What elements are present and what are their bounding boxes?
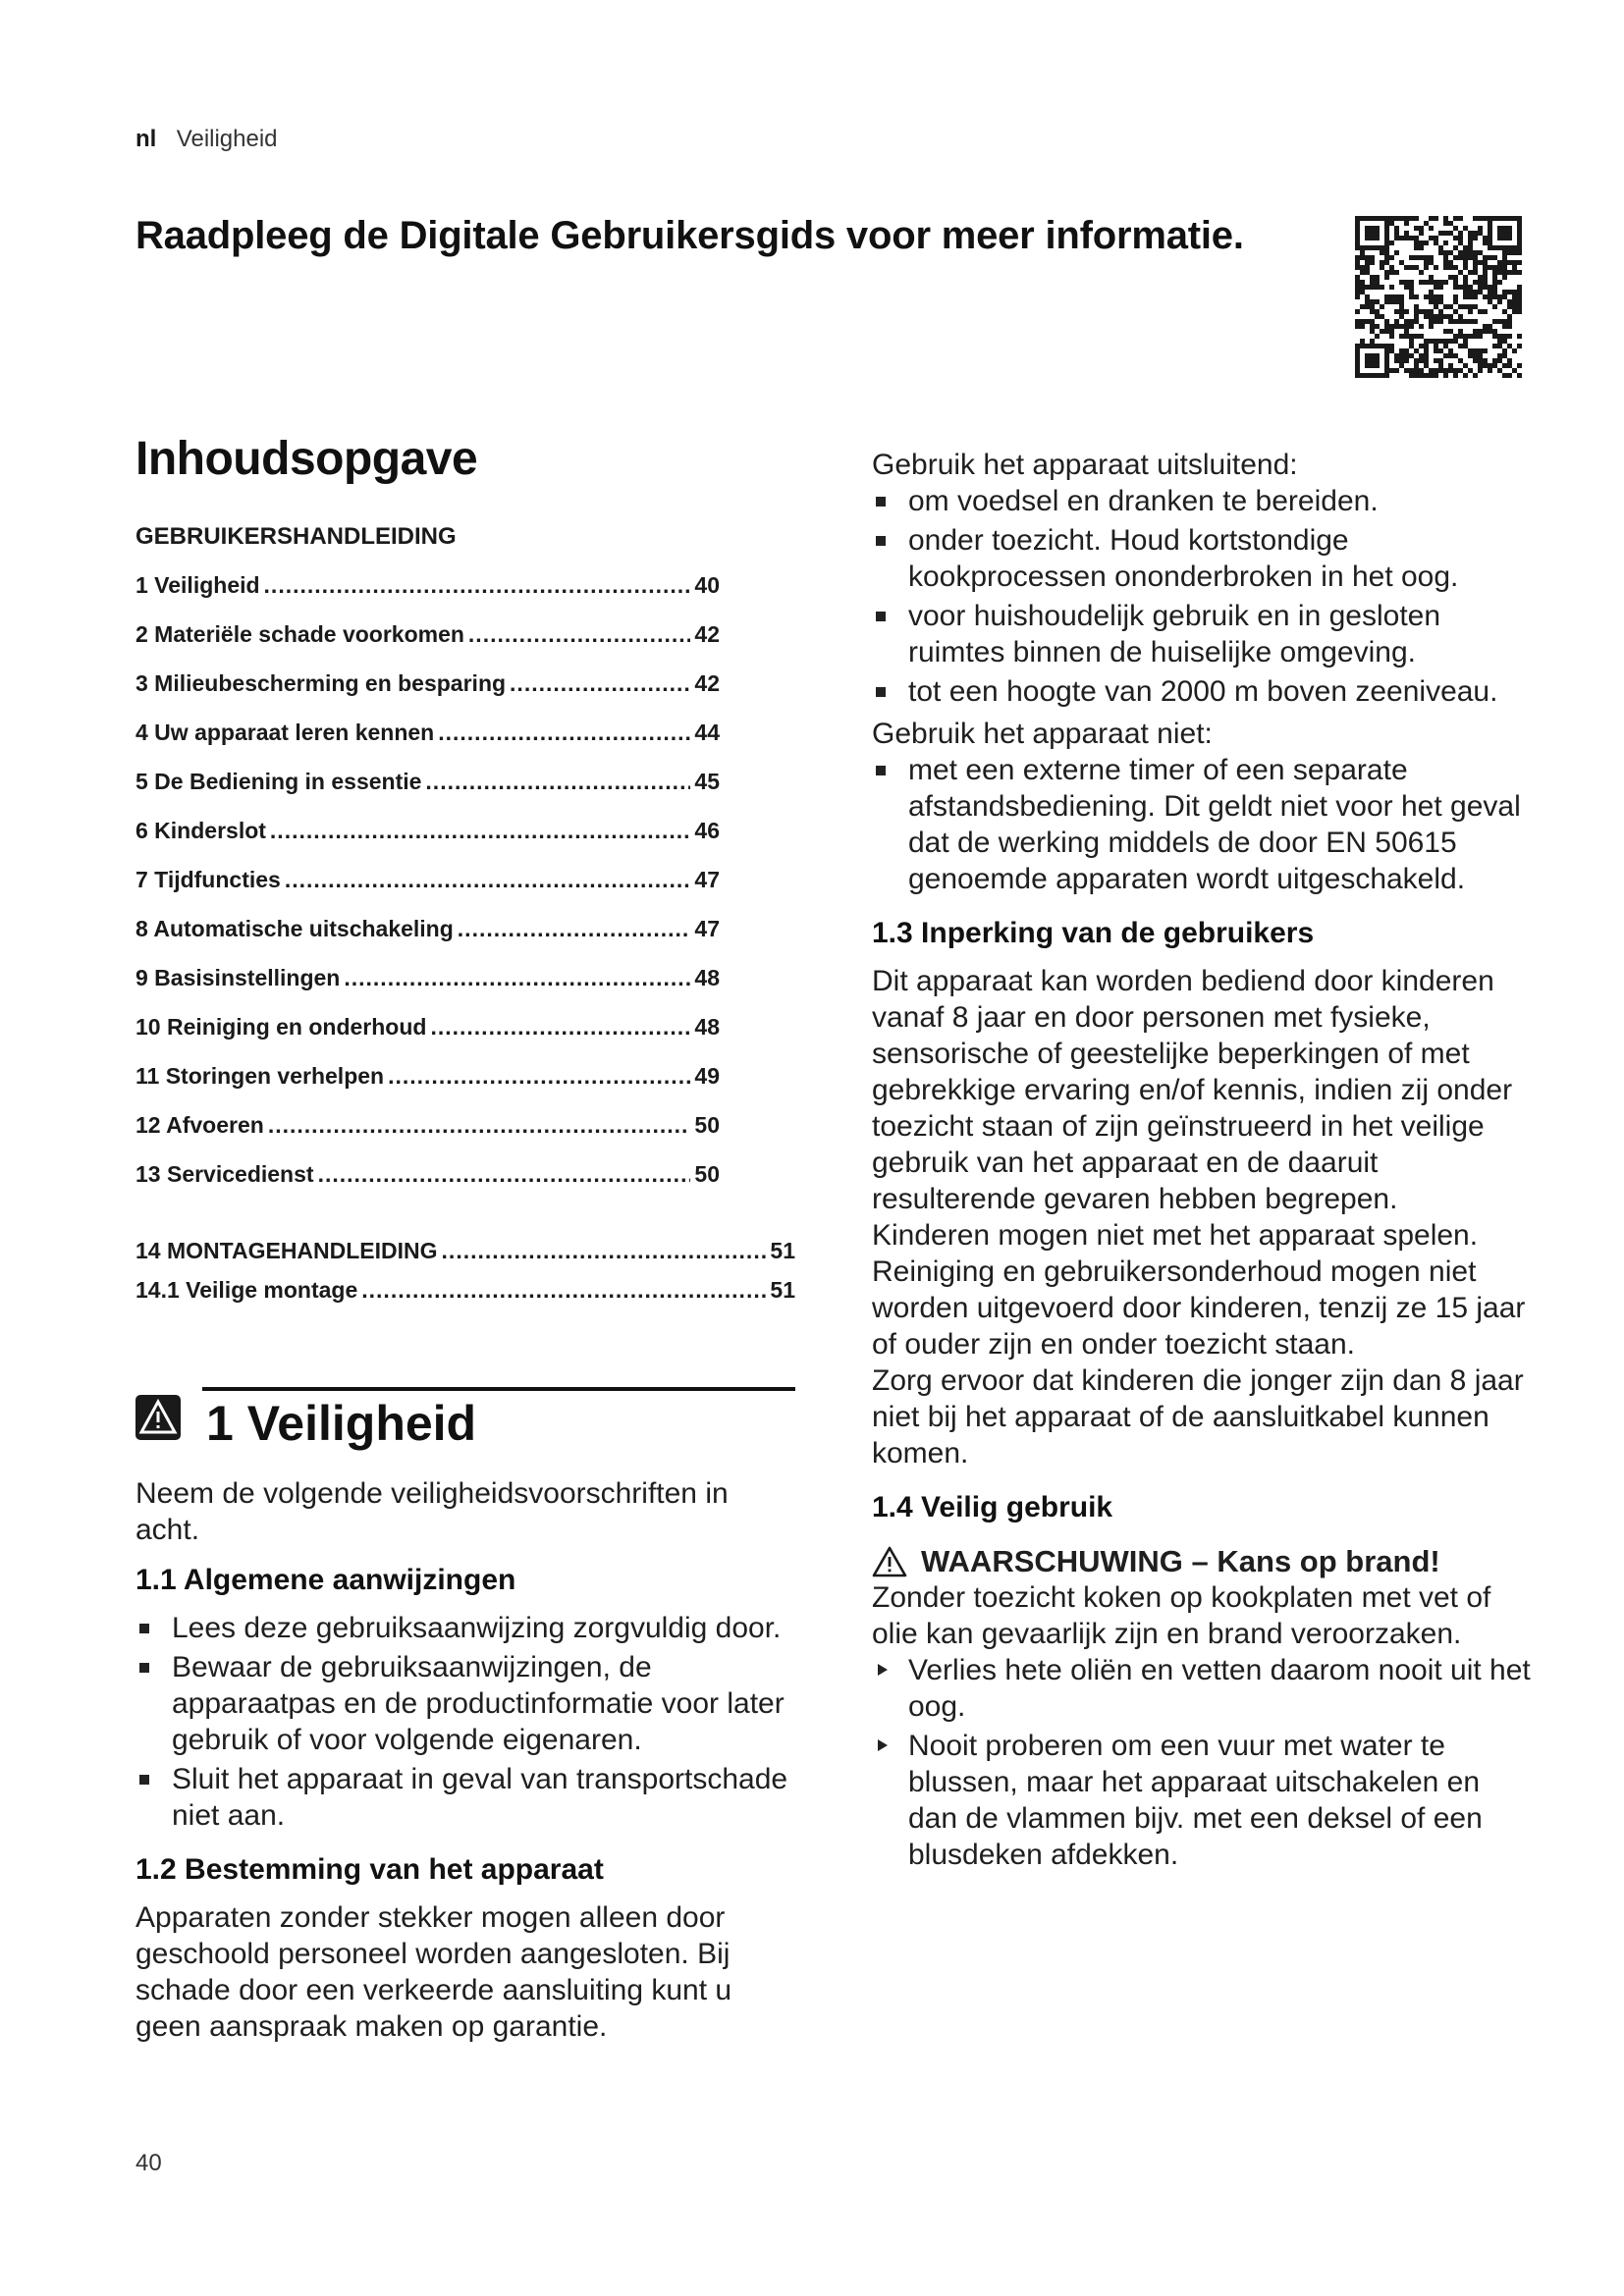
list-item: onder toezicht. Houd kortstondige kookprocessen ononderbroken in het oog. (872, 522, 1532, 595)
toc-entry-page: 50 (694, 1161, 720, 1187)
toc-entry[interactable] (135, 1014, 720, 1063)
toc-leader-dots (442, 1238, 767, 1264)
fire-warning-title: WAARSCHUWING – Kans op brand! (921, 1544, 1440, 1578)
toc-entry-title: 8 Automatische uitschakeling (135, 916, 454, 941)
toc-entry-page: 48 (694, 965, 720, 990)
subsection-1-2-heading: 1.2 Bestemming van het apparaat (135, 1853, 604, 1886)
toc-entry[interactable] (135, 720, 720, 769)
qr-code-graphic (1355, 216, 1522, 378)
toc-entry-page: 49 (694, 1063, 720, 1089)
left-column (135, 432, 795, 2045)
toc-entry-page: 47 (694, 916, 720, 941)
toc-leader-dots (285, 867, 691, 893)
toc-entry-page: 50 (694, 1112, 720, 1138)
toc-entry-title: 6 Kinderslot (135, 818, 266, 843)
toc-leader-dots (438, 720, 690, 746)
section-rule (202, 1387, 795, 1391)
toc-entry[interactable] (135, 965, 720, 1014)
fire-actions-list (872, 1652, 1532, 1873)
toc-leader-dots (425, 769, 690, 795)
toc-entry-title: 14 MONTAGEHANDLEIDING (135, 1238, 438, 1263)
running-header (135, 126, 278, 153)
user-restriction-p1: Dit apparaat kan worden bediend door kinderen vanaf 8 jaar en door personen met fysieke, sensorische of geestelijke beperkingen of met gebrekkige ervaring en/of kennis, indien zij onder toezicht staan of zijn geïnstrueerd in het veilige gebruik van het apparaat en de daaruit resulterende gevaren hebben begrepen. (872, 965, 1513, 1215)
user-restriction-p3: Reiniging en gebruikersonderhoud mogen niet worden uitgevoerd door kinderen, tenzij ze 15 jaar of ouder zijn en onder toezicht staan. (872, 1255, 1526, 1361)
toc-leader-dots (510, 670, 690, 697)
list-item: voor huishoudelijk gebruik en in gesloten ruimtes binnen de huiselijke omgeving. (872, 598, 1532, 670)
toc-leader-dots (318, 1161, 691, 1188)
toc-leader-dots (361, 1277, 766, 1304)
subsection-1-1-heading: 1.1 Algemene aanwijzingen (135, 1564, 516, 1596)
toc-leader-dots (430, 1014, 690, 1041)
toc-entry[interactable] (135, 1238, 795, 1277)
toc-entry-page: 40 (694, 572, 720, 598)
toc-entry-title: 3 Milieubescherming en besparing (135, 670, 507, 696)
toc-entry-page: 47 (694, 867, 720, 892)
toc-entry-page: 42 (694, 670, 720, 696)
digital-guide-banner: Raadpleeg de Digitale Gebruikersgids voor meer informatie. (135, 214, 1244, 257)
user-restriction-p2: Kinderen mogen niet met het apparaat spelen. (872, 1219, 1479, 1252)
toc-entry[interactable] (135, 1112, 720, 1161)
toc-entry-title: 14.1 Veilige montage (135, 1277, 358, 1303)
toc-entry[interactable] (135, 621, 720, 670)
toc-entry-title: 4 Uw apparaat leren kennen (135, 720, 435, 745)
header-section: Veiligheid (176, 126, 278, 152)
list-item: tot een hoogte van 2000 m boven zeeniveau. (872, 673, 1532, 710)
toc-entry[interactable] (135, 867, 720, 916)
subsection-1-4-heading: 1.4 Veilig gebruik (872, 1491, 1113, 1523)
warning-triangle-icon (872, 1546, 907, 1577)
toc-entry-page: 42 (694, 621, 720, 647)
list-item: Sluit het apparaat in geval van transportschade niet aan. (135, 1761, 795, 1834)
toc-leader-dots (344, 965, 690, 991)
toc-entry-page: 45 (694, 769, 720, 794)
toc-entry[interactable] (135, 916, 720, 965)
toc-list (135, 572, 720, 1210)
use-only-list (872, 483, 1532, 710)
toc-leader-dots (264, 572, 691, 599)
toc-entry-page: 48 (694, 1014, 720, 1040)
toc-entry-title: 1 Veiligheid (135, 572, 260, 598)
toc-entry-page: 51 (770, 1277, 795, 1303)
user-restriction-p4: Zorg ervoor dat kinderen die jonger zijn dan 8 jaar niet bij het apparaat of de aansluitkabel kunnen komen. (872, 1364, 1524, 1469)
safety-intro: Neem de volgende veiligheidsvoorschriften in acht. (135, 1477, 729, 1546)
intended-use-text: Apparaten zonder stekker mogen alleen door geschoold personeel worden aangesloten. Bij schade door een verkeerde aansluiting kunt u geen aanspraak maken op garantie. (135, 1901, 732, 2043)
do-not-use-intro: Gebruik het apparaat niet: (872, 718, 1213, 750)
list-item: Nooit proberen om een vuur met water te blussen, maar het apparaat uitschakelen en dan de vlammen bijv. met een deksel of een blusdeken afdekken. (872, 1728, 1532, 1873)
page-number: 40 (135, 2150, 162, 2176)
header-language: nl (135, 126, 157, 152)
toc-entry-title: 10 Reiniging en onderhoud (135, 1014, 427, 1040)
use-only-intro: Gebruik het apparaat uitsluitend: (872, 449, 1298, 481)
fire-warning-text: Zonder toezicht koken op kookplaten met vet of olie kan gevaarlijk zijn en brand veroorzaken. (872, 1581, 1491, 1650)
toc-entry-page: 51 (770, 1238, 795, 1263)
qr-code[interactable] (1355, 216, 1522, 378)
toc-entry-title: 9 Basisinstellingen (135, 965, 341, 990)
toc-entry[interactable] (135, 1063, 720, 1112)
toc-leader-dots (468, 621, 690, 648)
toc-title: Inhoudsopgave (135, 433, 478, 485)
toc-install-list (135, 1238, 795, 1316)
right-column (872, 447, 1532, 1876)
toc-section-heading: GEBRUIKERSHANDLEIDING (135, 523, 457, 550)
list-item: met een externe timer of een separate afstandsbediening. Dit geldt niet voor het geval dat de werking middels de door EN 50615 genoemde apparaten wordt uitgeschakeld. (872, 752, 1532, 897)
list-item: Lees deze gebruiksaanwijzing zorgvuldig door. (135, 1610, 795, 1646)
warning-box-icon (135, 1395, 181, 1440)
toc-entry[interactable] (135, 1161, 720, 1210)
toc-entry-title: 12 Afvoeren (135, 1112, 264, 1138)
list-item: om voedsel en dranken te bereiden. (872, 483, 1532, 519)
list-item: Bewaar de gebruiksaanwijzingen, de apparaatpas en de productinformatie voor later gebruik of voor volgende eigenaren. (135, 1649, 795, 1758)
toc-entry-title: 13 Servicedienst (135, 1161, 314, 1187)
toc-leader-dots (388, 1063, 690, 1090)
toc-entry[interactable] (135, 670, 720, 720)
subsection-1-3-heading: 1.3 Inperking van de gebruikers (872, 917, 1315, 949)
list-item: Verlies hete oliën en vetten daarom nooit uit het oog. (872, 1652, 1532, 1725)
fire-warning-heading (872, 1543, 1532, 1579)
do-not-use-list (872, 752, 1532, 897)
toc-entry[interactable] (135, 818, 720, 867)
toc-leader-dots (270, 818, 690, 844)
toc-entry[interactable] (135, 572, 720, 621)
section-title: 1 Veiligheid (206, 1396, 477, 1451)
toc-entry-title: 2 Materiële schade voorkomen (135, 621, 464, 647)
toc-entry[interactable] (135, 769, 720, 818)
toc-entry-page: 46 (694, 818, 720, 843)
toc-entry[interactable] (135, 1277, 795, 1316)
section-heading (135, 1387, 795, 1466)
toc-entry-title: 11 Storingen verhelpen (135, 1063, 385, 1089)
general-instructions-list (135, 1610, 795, 1834)
toc-leader-dots (268, 1112, 691, 1139)
toc-leader-dots (458, 916, 691, 942)
toc-entry-title: 7 Tijdfuncties (135, 867, 281, 892)
toc-entry-title: 5 De Bediening in essentie (135, 769, 422, 794)
toc-entry-page: 44 (694, 720, 720, 745)
